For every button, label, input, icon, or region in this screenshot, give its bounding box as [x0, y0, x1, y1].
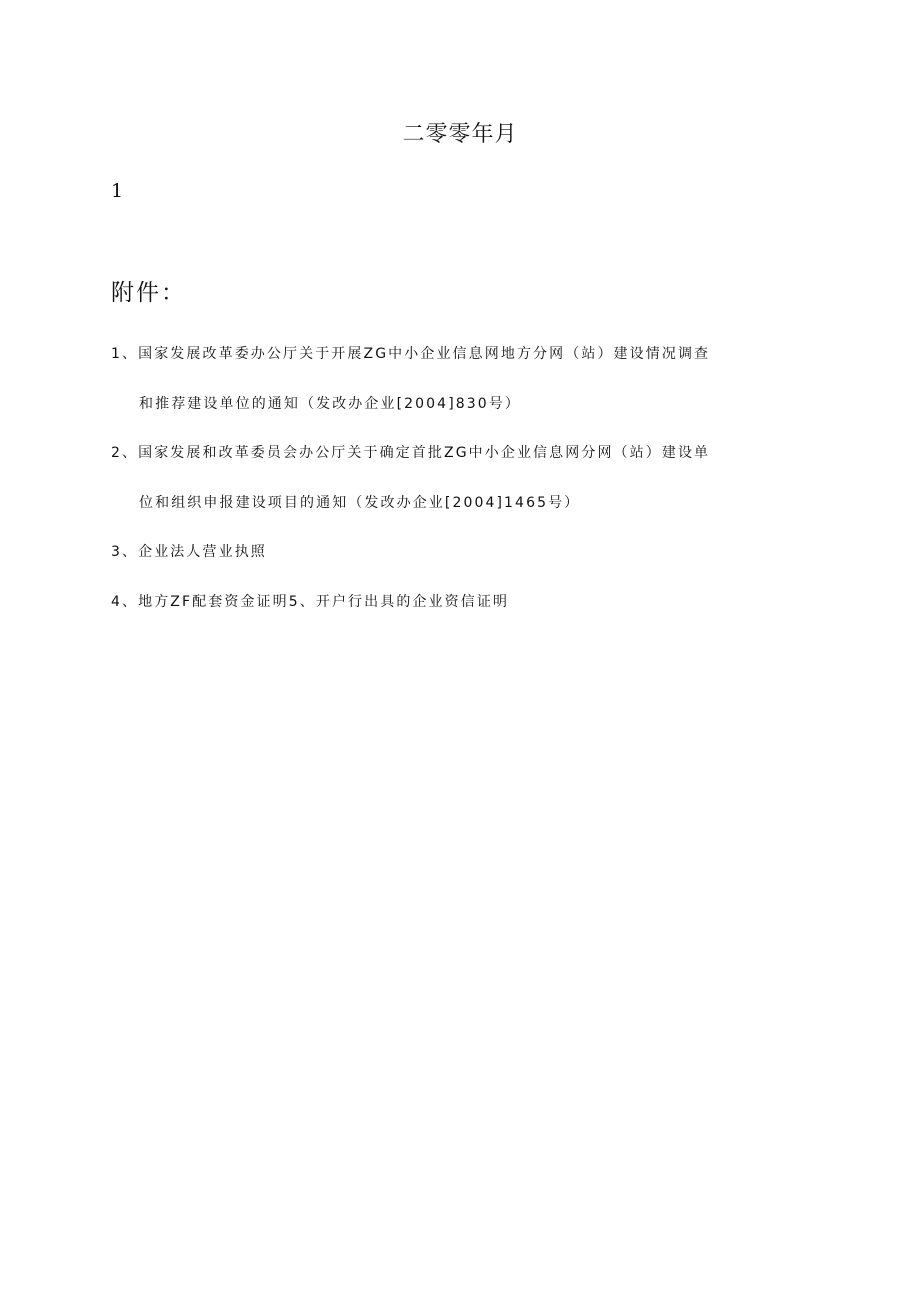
- page-number: 1: [111, 180, 124, 202]
- attachment-item-2-line-2: 位和组织申报建设项目的通知（发改办企业[2004]1465号）: [139, 495, 581, 511]
- date-line: 二零零年月: [402, 122, 518, 147]
- attachment-item-4: 4、地方ZF配套资金证明5、开户行出具的企业资信证明: [111, 594, 510, 610]
- attachment-item-1-line-1: 1、国家发展改革委办公厅关于开展ZG中小企业信息网地方分网（站）建设情况调查: [111, 346, 711, 362]
- attachment-item-2-line-1: 2、国家发展和改革委员会办公厅关于确定首批ZG中小企业信息网分网（站）建设单: [111, 445, 711, 461]
- attachments-heading: 附件：: [111, 280, 186, 306]
- attachment-item-3: 3、企业法人营业执照: [111, 544, 267, 560]
- attachment-item-1-line-2: 和推荐建设单位的通知（发改办企业[2004]830号）: [139, 396, 521, 412]
